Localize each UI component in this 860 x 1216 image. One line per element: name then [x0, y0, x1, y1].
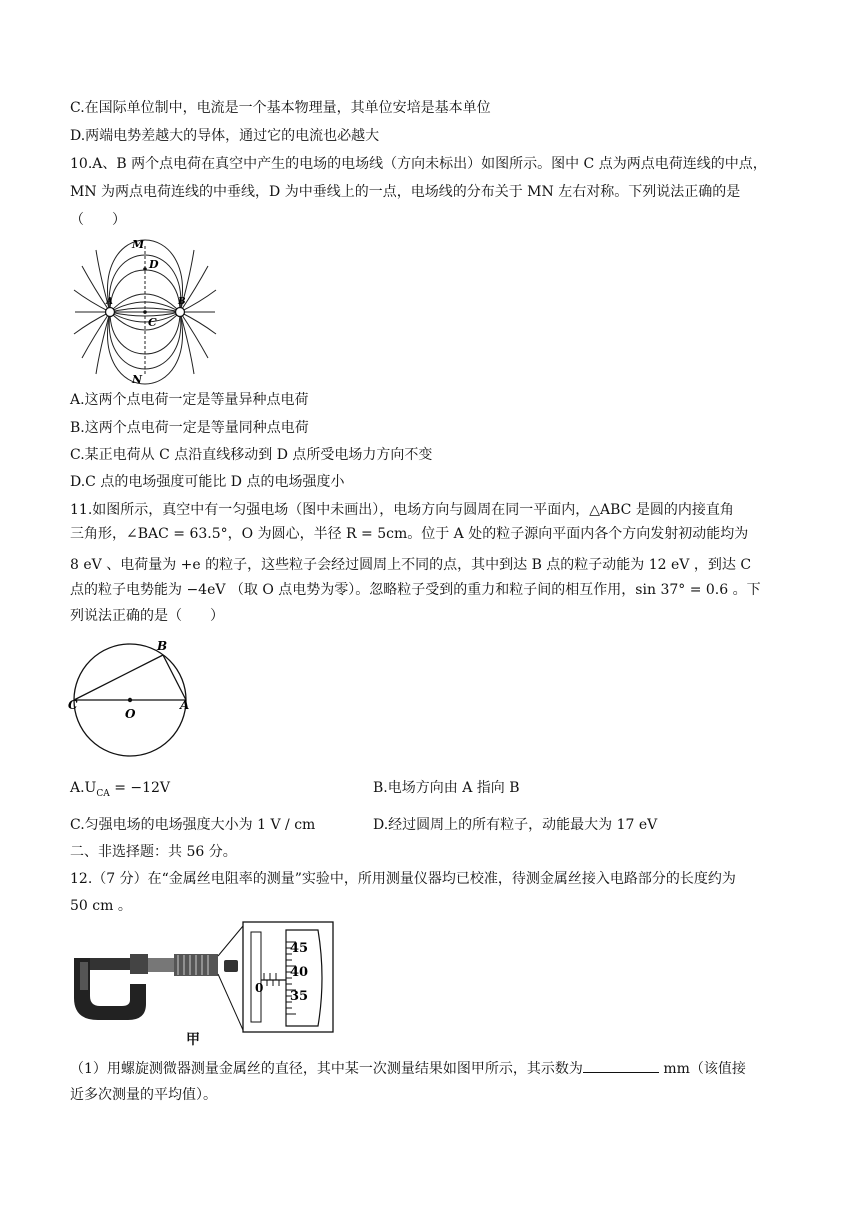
q10-option-d: D.C 点的电场强度可能比 D 点的电场强度小: [70, 474, 345, 490]
label-b: B: [178, 297, 186, 307]
q11-circle-figure: [68, 636, 198, 764]
scale-label-35: 35: [290, 989, 309, 1004]
q10-stem-line-3: （ ）: [70, 212, 126, 228]
q10-stem-line-2: MN 为两点电荷连线的中垂线，D 为中垂线上的一点，电场线的分布关于 MN 左右对称。下列说法正确的是: [70, 184, 741, 200]
q11-stem-line-1: 11.如图所示，真空中有一匀强电场（图中未画出），电场方向与圆周在同一平面内，△ABC 是圆的内接直角: [70, 502, 734, 518]
label-a: A: [180, 698, 190, 712]
q11-stem-line-5: 列说法正确的是（ ）: [70, 608, 224, 624]
scale-label-40: 40: [290, 965, 309, 980]
label-c: C: [148, 316, 157, 329]
q10-option-b: B.这两个点电荷一定是等量同种点电荷: [70, 420, 309, 436]
section-2-heading: 二、非选择题：共 56 分。: [70, 844, 237, 860]
q11-option-b: B.电场方向由 A 指向 B: [373, 780, 520, 796]
q11-option-a-label: A.U: [70, 780, 97, 796]
label-b: B: [157, 639, 168, 653]
q11-stem-line-4: 点的粒子电势能为 −4eV （取 O 点电势为零）。忽略粒子受到的重力和粒子间的相互作用，sin 37° = 0.6 。下: [70, 582, 761, 598]
charge-b: [176, 308, 185, 317]
q12-stem-line-2: 50 cm 。: [70, 898, 132, 914]
scale-label-zero: 0: [255, 981, 264, 995]
q10-option-c: C.某正电荷从 C 点沿直线移动到 D 点所受电场力方向不变: [70, 447, 433, 463]
q11-stem-line-3: 8 eV 、电荷量为 +e 的粒子，这些粒子会经过圆周上不同的点，其中到达 B 点的粒子动能为 12 eV ，到达 C: [70, 557, 752, 573]
label-m: M: [132, 238, 145, 251]
q11-option-c: C.匀强电场的电场强度大小为 1 V / cm: [70, 817, 316, 833]
q12-part-1-line-2: 近多次测量的平均值）。: [70, 1087, 217, 1103]
q9-option-c: C.在国际单位制中，电流是一个基本物理量，其单位安培是基本单位: [70, 100, 491, 116]
q12-part-1-text: （1）用螺旋测微器测量金属丝的直径，其中某一次测量结果如图甲所示，其示数为: [70, 1061, 583, 1077]
q9-option-d: D.两端电势差越大的导体，通过它的电流也必越大: [70, 128, 380, 144]
answer-blank[interactable]: [583, 1058, 659, 1073]
q12-part-1-unit: mm（该值接: [658, 1061, 746, 1077]
q11-option-a: [70, 778, 170, 804]
micrometer-figure: [68, 918, 338, 1048]
label-a: A: [106, 297, 113, 307]
q10-option-a: A.这两个点电荷一定是等量异种点电荷: [70, 392, 309, 408]
q10-field-lines-figure: [70, 236, 220, 386]
scale-label-45: 45: [290, 941, 309, 956]
q12-stem-line-1: 12.（7 分）在“金属丝电阻率的测量”实验中，所用测量仪器均已校准，待测金属丝接入电路部分的长度约为: [70, 871, 736, 887]
q11-option-a-value: = −12V: [109, 780, 171, 796]
label-d: D: [149, 258, 159, 271]
q11-option-d: D.经过圆周上的所有粒子，动能最大为 17 eV: [373, 817, 658, 833]
label-c: C: [68, 698, 78, 712]
q11-option-a-subscript: CA: [96, 788, 110, 799]
q11-stem-line-2: 三角形，∠BAC = 63.5°，O 为圆心，半径 R = 5cm。位于 A 处的粒子源向平面内各个方向发射初动能均为: [70, 526, 749, 542]
charge-a: [106, 308, 115, 317]
label-n: N: [132, 373, 143, 386]
figure-caption-jia: 甲: [186, 1032, 200, 1048]
label-o: O: [125, 707, 136, 721]
q10-stem-line-1: 10.A、B 两个点电荷在真空中产生的电场的电场线（方向未标出）如图所示。图中 C 点为两点电荷连线的中点，: [70, 156, 767, 172]
q12-part-1-line-1: [70, 1058, 746, 1079]
